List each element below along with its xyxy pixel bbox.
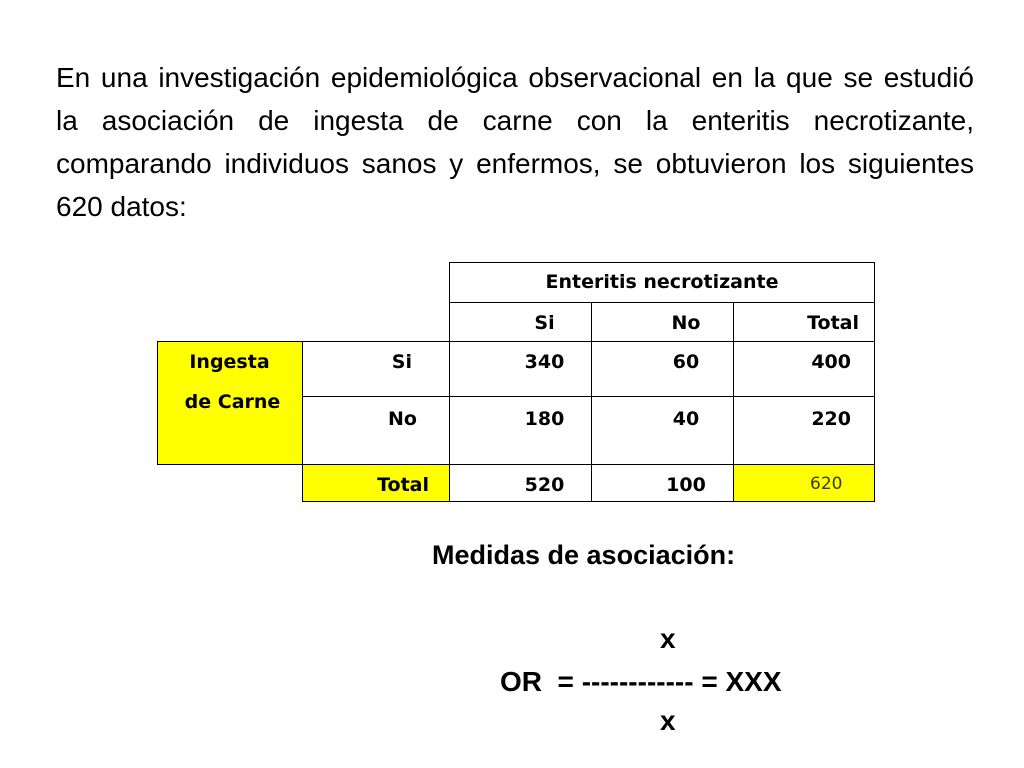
row-no-value-si: 180 <box>524 408 565 430</box>
table-top-border <box>449 262 875 263</box>
colheader-si: Si <box>534 312 555 334</box>
colheader-no: No <box>671 312 701 334</box>
total-row-value-si: 520 <box>524 474 565 496</box>
table-right-border <box>874 262 875 502</box>
row-si-value-no: 60 <box>672 351 700 373</box>
colheader-total: Total <box>807 312 859 334</box>
total-row-label: Total <box>377 474 429 496</box>
total-row-value-no: 100 <box>666 474 706 496</box>
rowgroup-label-line1: Ingesta <box>189 351 270 373</box>
total-row-value-total: 620 <box>810 474 843 494</box>
row-si-value-si: 340 <box>524 351 565 373</box>
rowgroup-label-line2: de Carne <box>184 391 281 413</box>
row-si-value-total: 400 <box>811 351 851 373</box>
formula-numerator: x <box>660 623 676 654</box>
formula-denominator: x <box>660 705 676 736</box>
intro-paragraph: En una investigación epidemiológica observacional en la que se estudió la asociación de ingesta de carne con la enteritis necrotizante, comparando individuos sanos y enfermos, se obtuvieron los siguientes 620 datos: <box>56 62 974 222</box>
row-si-label: Si <box>391 351 412 373</box>
row-no-label: No <box>388 408 417 430</box>
row-divider <box>302 396 875 397</box>
header-group-label: Enteritis necrotizante <box>545 271 779 293</box>
formula-line: OR = ------------ = XXX <box>500 666 782 697</box>
row-no-value-total: 220 <box>811 408 851 430</box>
table-bottom-border <box>302 501 875 502</box>
rowgroup-bottom-border <box>157 464 302 465</box>
measures-title: Medidas de asociación: <box>432 540 736 570</box>
header-divider <box>449 302 875 303</box>
total-top-border <box>302 464 875 465</box>
data-left-border <box>449 262 450 502</box>
row-no-value-no: 40 <box>672 408 700 430</box>
colheader-bottom-border <box>157 341 875 342</box>
